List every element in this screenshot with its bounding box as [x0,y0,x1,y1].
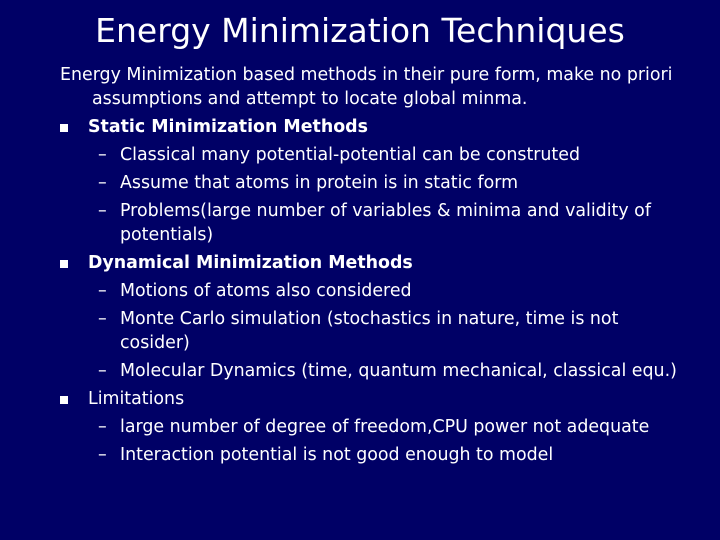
sub-list [88,415,690,467]
slide-content [60,63,690,471]
list-item [88,143,690,167]
list-item [88,359,690,383]
list-item [88,415,690,439]
dash-icon: – [98,445,107,465]
list-item [88,307,690,355]
square-bullet-icon [60,260,68,268]
sub-list [88,143,690,247]
slide-title: Energy Minimization Techniques [95,11,625,50]
list-item [88,279,690,303]
list-item [88,443,690,467]
intro-paragraph: Energy Minimization based methods in their pure form, make no priori assumptions and attempt to locate global minma. [60,65,673,109]
list-item-text: Molecular Dynamics (time, quantum mechanical, classical equ.) [120,361,677,381]
section-heading: Dynamical Minimization Methods [88,253,413,273]
list-item [88,171,690,195]
list-item-text: Problems(large number of variables & minima and validity of potentials) [120,201,651,245]
dash-icon: – [98,145,107,165]
dash-icon: – [98,309,107,329]
list-item [88,199,690,247]
section-heading: Static Minimization Methods [88,117,368,137]
list-item-text: Assume that atoms in protein is in static form [120,173,519,193]
dash-icon: – [98,361,107,381]
square-bullet-icon [60,124,68,132]
dash-icon: – [98,173,107,193]
list-item-text: Classical many potential-potential can be construted [120,145,580,165]
dash-icon: – [98,281,107,301]
list-item-text: large number of degree of freedom,CPU power not adequate [120,417,650,437]
list-item-text: Motions of atoms also considered [120,281,412,301]
section-heading: Limitations [88,389,185,409]
dash-icon: – [98,417,107,437]
list-item-text: Monte Carlo simulation (stochastics in nature, time is not cosider) [120,309,619,353]
list-item-text: Interaction potential is not good enough to model [120,445,554,465]
section-dynamical [60,251,690,275]
section-static [60,115,690,139]
square-bullet-icon [60,396,68,404]
dash-icon: – [98,201,107,221]
section-limitations [60,387,690,411]
sub-list [88,279,690,383]
